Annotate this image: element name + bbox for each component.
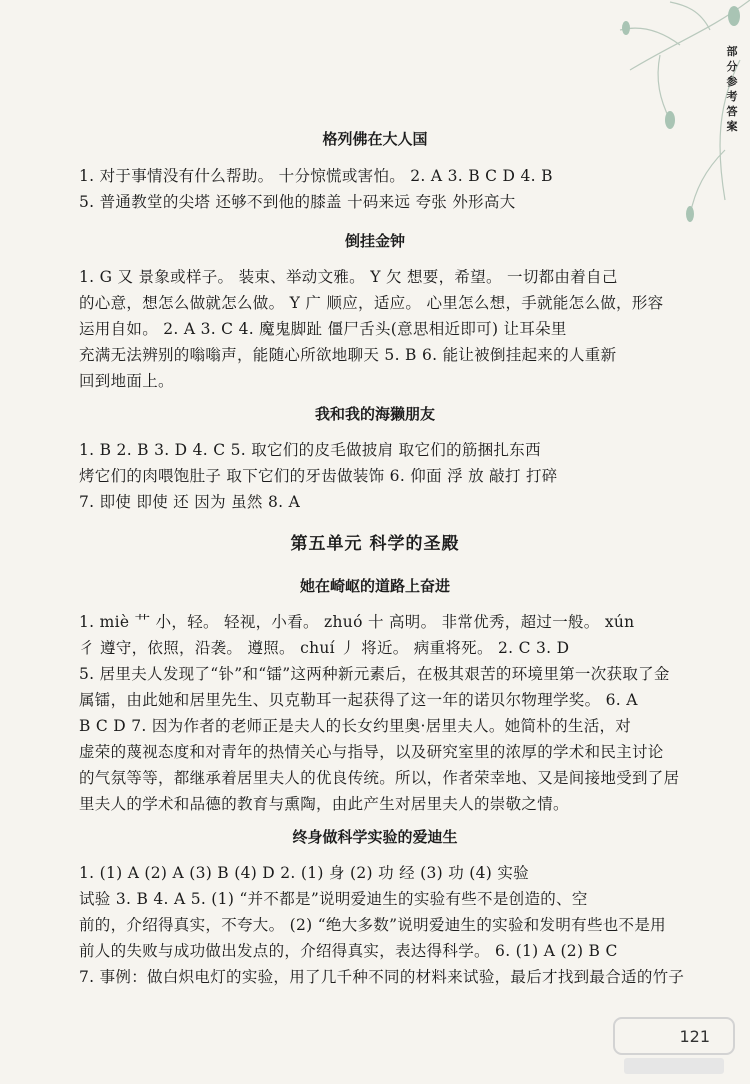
answer-line: 5. 普通教堂的尖塔 还够不到他的膝盖 十码来远 夸张 外形高大 bbox=[79, 193, 516, 211]
side-tab-char: 分 bbox=[726, 60, 738, 73]
answer-line: 前人的失败与成功做出发点的，介绍得真实，表达得科学。 6. (1) A (2) B C bbox=[79, 942, 618, 960]
side-tab-char: 考 bbox=[726, 90, 738, 103]
answer-line: 1. miè 艹 小，轻。 轻视，小看。 zhuó 十 高明。 非常优秀，超过一般。 xún bbox=[79, 613, 635, 631]
watermark-logo bbox=[604, 1010, 744, 1080]
answer-line: 的气氛等等，都继承着居里夫人的优良传统。所以，作者荣幸地、又是间接地受到了居 bbox=[79, 769, 680, 787]
answer-line: 7. 即使 即使 还 因为 虽然 8. A bbox=[79, 493, 301, 511]
section-title: 我和我的海獭朋友 bbox=[314, 405, 435, 423]
side-tab-char: 案 bbox=[726, 120, 738, 133]
side-tab-char: 参 bbox=[726, 75, 738, 88]
section-title: 她在崎岖的道路上奋进 bbox=[299, 577, 450, 595]
answer-line: 1. B 2. B 3. D 4. C 5. 取它们的皮毛做披肩 取它们的筋捆扎东西 bbox=[79, 441, 541, 459]
answer-line: 里夫人的学术和品德的教育与熏陶，由此产生对居里夫人的崇敬之情。 bbox=[79, 795, 569, 813]
answer-line: 属镭，由此她和居里先生、贝克勒耳一起获得了这一年的诺贝尔物理学奖。 6. A bbox=[79, 691, 638, 709]
answer-line: 虚荣的蔑视态度和对青年的热情关心与指导，以及研究室里的浓厚的学术和民主讨论 bbox=[79, 743, 664, 761]
answer-line: 5. 居里夫人发现了“钋”和“镭”这两种新元素后，在极其艰苦的环境里第一次获取了金 bbox=[79, 665, 670, 683]
side-tab-char: 部 bbox=[726, 45, 738, 58]
answer-line: 前的，介绍得真实，不夸大。 (2) “绝大多数”说明爱迪生的实验和发明有些也不是用 bbox=[79, 916, 666, 934]
answer-line: 1. 对于事情没有什么帮助。 十分惊慌或害怕。 2. A 3. B C D 4. B bbox=[79, 167, 553, 185]
answer-line: 7. 事例：做白炽电灯的实验，用了几千种不同的材料来试验，最后才找到最合适的竹子 bbox=[79, 968, 685, 986]
unit-heading: 第五单元 科学的圣殿 bbox=[290, 534, 460, 554]
side-tab-label bbox=[722, 44, 742, 134]
side-tab-char: 答 bbox=[726, 105, 738, 118]
answer-line: 1. (1) A (2) A (3) B (4) D 2. (1) 身 (2) 功 经 (3) 功 (4) 实验 bbox=[79, 864, 529, 882]
section-title: 倒挂金钟 bbox=[344, 232, 405, 250]
answer-line: 的心意，想怎么做就怎么做。 Y 广 顺应，适应。 心里怎么想，手就能怎么做，形容 bbox=[79, 294, 664, 312]
answer-line: 烤它们的肉喂饱肚子 取下它们的牙齿做装饰 6. 仰面 浮 放 敲打 打碎 bbox=[79, 467, 558, 485]
answer-line: 运用自如。 2. A 3. C 4. 魔鬼脚趾 僵尸舌头(意思相近即可) 让耳朵里 bbox=[79, 320, 567, 338]
answer-line: B C D 7. 因为作者的老师正是夫人的长女约里奥·居里夫人。她简朴的生活，对 bbox=[79, 717, 632, 735]
answer-line: 充满无法辨别的嗡嗡声，能随心所欲地聊天 5. B 6. 能让被倒挂起来的人重新 bbox=[79, 346, 617, 364]
section-title: 终身做科学实验的爱迪生 bbox=[292, 828, 458, 846]
answer-line: 试验 3. B 4. A 5. (1) “并不都是”说明爱迪生的实验有些不是创造的、空 bbox=[79, 890, 588, 908]
page-number: 121 bbox=[679, 1027, 710, 1046]
answer-line: 彳 遵守，依照，沿袭。 遵照。 chuí 丿 将近。 病重将死。 2. C 3. D bbox=[79, 639, 570, 657]
answer-line: 回到地面上。 bbox=[79, 372, 174, 390]
section-title: 格列佛在大人国 bbox=[322, 130, 428, 148]
answer-line: 1. G 又 景象或样子。 装束、举动文雅。 Y 欠 想要，希望。 一切都由着自己 bbox=[79, 268, 618, 286]
